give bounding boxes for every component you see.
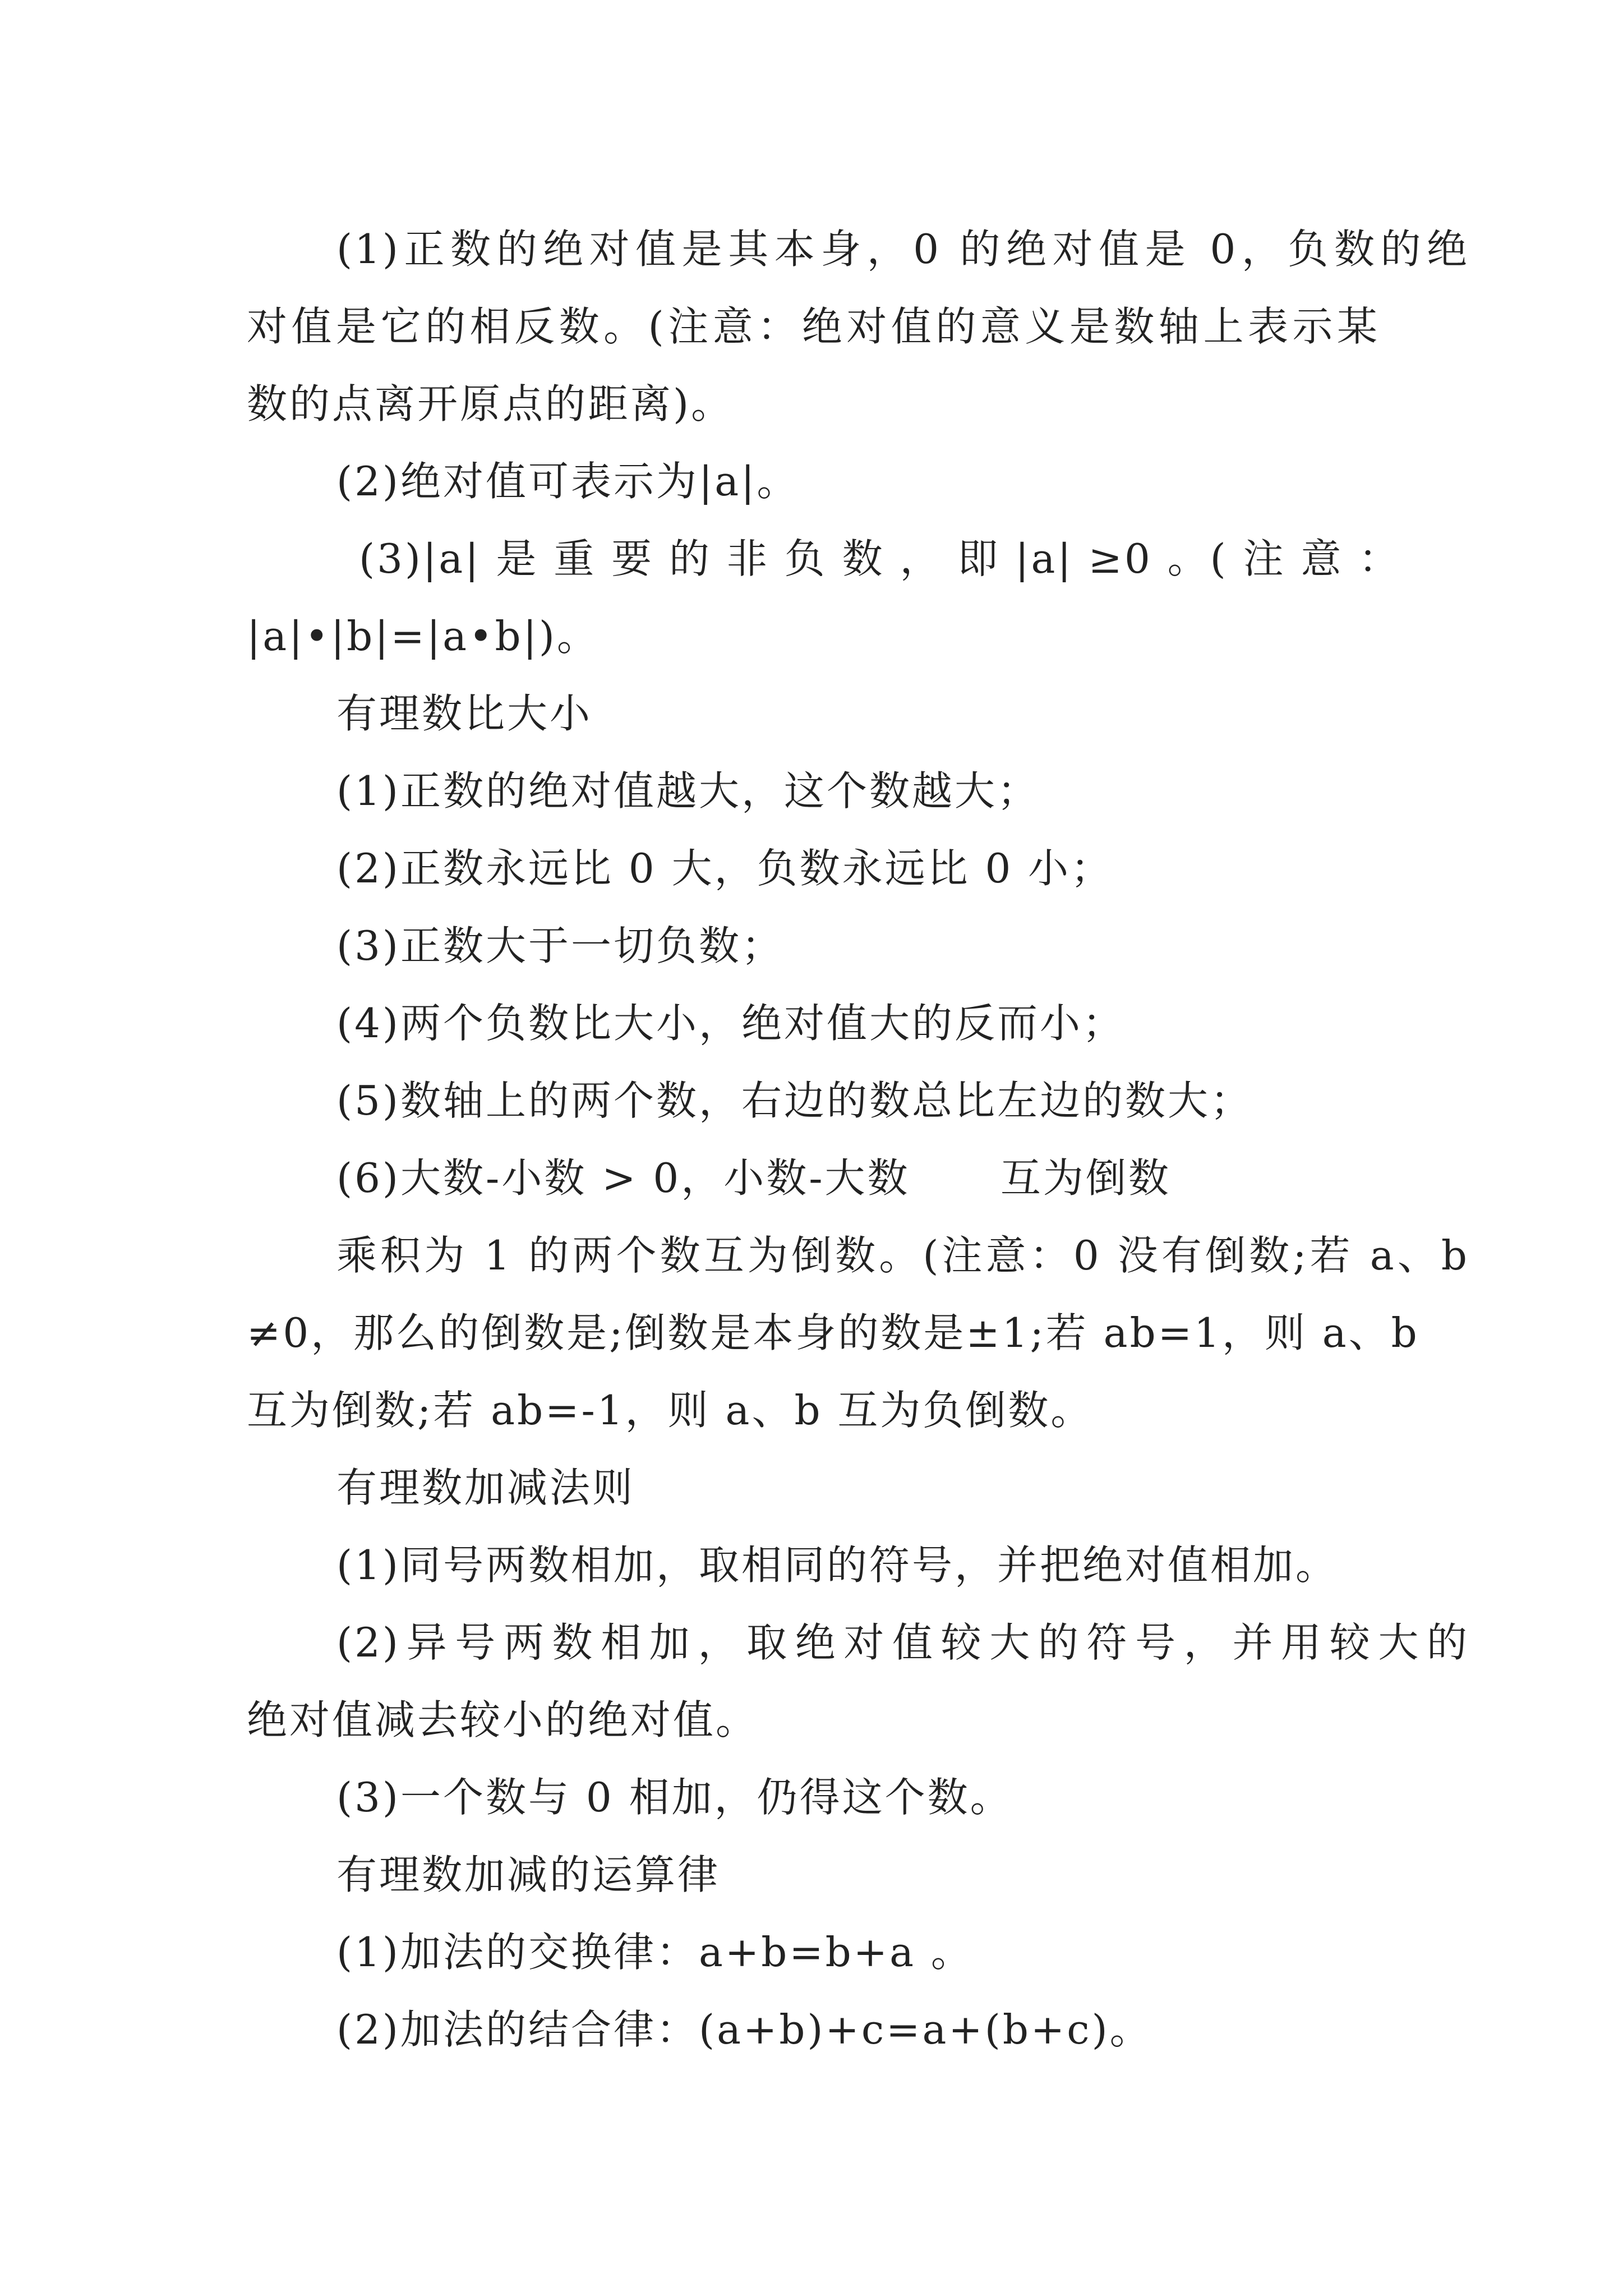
paragraph-absolute-value-notation (247, 443, 1424, 520)
text-line: (1)同号两数相加，取相同的符号，并把绝对值相加。 (336, 1542, 1338, 1589)
text-line: 数的点离开原点的距离)。 (247, 380, 734, 427)
text-line: (1)正数的绝对值越大，这个数越大； (336, 767, 1040, 815)
paragraph-nonnegative (247, 520, 1424, 675)
list-item (247, 984, 1424, 1062)
text-line: |a|•|b|=|a•b|)。 (247, 613, 600, 660)
section-heading-comparison (247, 675, 1424, 752)
list-item (247, 830, 1424, 907)
text-line: (1)正数的绝对值是其本身，0 的绝对值是 0，负数的绝 (336, 226, 1469, 273)
text-line: 对值是它的相反数。(注意：绝对值的意义是数轴上表示某 (247, 303, 1380, 350)
text-line: (6)大数-小数 > 0，小数-大数 互为倒数 (336, 1154, 1171, 1202)
text-line: 互为倒数;若 ab=-1，则 a、b 互为负倒数。 (247, 1387, 1094, 1434)
section-heading: 有理数加减的运算律 (336, 1851, 721, 1898)
text-line: (5)数轴上的两个数，右边的数总比左边的数大； (336, 1077, 1253, 1124)
section-heading: 有理数比大小 (336, 690, 593, 737)
text-line: (2)绝对值可表示为|a|。 (336, 458, 800, 505)
list-item (247, 1604, 1469, 1759)
list-item (247, 1759, 1424, 1836)
list-item (247, 1062, 1424, 1139)
text-line: (4)两个负数比大小，绝对值大的反而小； (336, 1000, 1125, 1047)
text-line: (3)|a| 是 重 要 的 非 负 数 ， 即 |a| ≥0 。( 注 意 ： (359, 535, 1401, 582)
list-item (247, 752, 1424, 830)
list-item (247, 1139, 1424, 1217)
text-line: ≠0，那么的倒数是;倒数是本身的数是±1;若 ab=1，则 a、b (247, 1309, 1419, 1356)
text-line: (2)异号两数相加，取绝对值较大的符号，并用较大的 (336, 1619, 1469, 1666)
section-heading: 有理数加减法则 (336, 1464, 635, 1511)
text-line: (1)加法的交换律：a+b=b+a 。 (336, 1929, 974, 1976)
list-item (247, 1991, 1424, 2068)
text-line: (2)正数永远比 0 大，负数永远比 0 小； (336, 845, 1114, 892)
paragraph-reciprocal (247, 1217, 1469, 1449)
text-line: (2)加法的结合律：(a+b)+c=a+(b+c)。 (336, 2006, 1152, 2053)
list-item (247, 1526, 1424, 1604)
list-item (247, 1913, 1424, 1991)
text-line: (3)正数大于一切负数； (336, 922, 784, 969)
text-line: (3)一个数与 0 相加，仍得这个数。 (336, 1774, 1013, 1821)
text-line: 乘积为 1 的两个数互为倒数。(注意：0 没有倒数;若 a、b (336, 1232, 1469, 1279)
paragraph-absolute-value-rule (247, 210, 1469, 443)
list-item (247, 907, 1424, 984)
section-heading-operation-laws (247, 1836, 1424, 1913)
text-line: 绝对值减去较小的绝对值。 (247, 1696, 759, 1743)
section-heading-addition-rules (247, 1449, 1424, 1526)
